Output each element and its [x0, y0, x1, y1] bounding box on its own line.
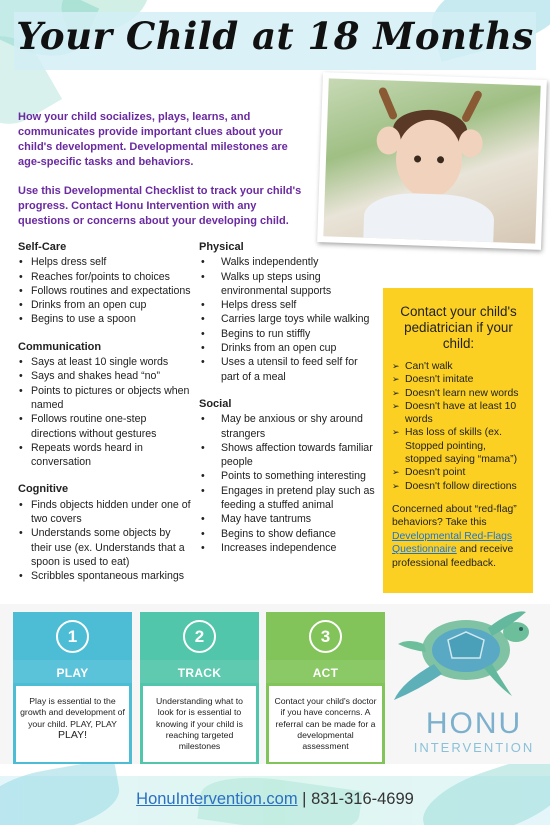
- website-link[interactable]: HonuIntervention.com: [136, 790, 298, 808]
- list-item: • Walks independently: [199, 255, 377, 269]
- step-description: [143, 686, 256, 762]
- red-flag-list: [392, 360, 525, 493]
- page-title: Your Child at 18 Months: [16, 14, 534, 58]
- step-text: Understanding what to look for is essential to knowing if your child is reaching targeted milestones: [156, 696, 243, 752]
- list-item: • Scribbles spontaneous markings: [18, 569, 194, 583]
- step-number: 3: [309, 620, 342, 653]
- step-number: 1: [56, 620, 89, 653]
- step-text-emphasis: PLAY!: [58, 728, 87, 741]
- footer: [0, 776, 550, 825]
- communication-list: [18, 355, 194, 469]
- list-item: • Walks up steps using environmental supports: [199, 270, 377, 299]
- checklist-middle-column: [199, 240, 377, 555]
- section-title-physical: Physical: [199, 241, 244, 253]
- checklist-left-column: [18, 240, 194, 584]
- callout-note: [392, 503, 525, 570]
- cognitive-list: [18, 498, 194, 584]
- list-item: • Drinks from an open cup: [18, 298, 194, 312]
- list-item: • Says and shakes head “no”: [18, 369, 194, 383]
- section-title-cognitive: Cognitive: [18, 483, 69, 496]
- list-item: ➢ Doesn't imitate: [392, 373, 525, 386]
- child-photo: [317, 72, 547, 250]
- step-number: 2: [183, 620, 216, 653]
- step-card-play: [13, 612, 132, 764]
- step-label: PLAY: [56, 666, 89, 680]
- step-text: Contact your child's doctor if you have concerns. A referral can be made for a developmental assessment: [274, 696, 377, 752]
- step-text: Play is essential to the growth and development of your child. PLAY, PLAY: [20, 696, 125, 729]
- list-item: • May be anxious or shy around strangers: [199, 412, 377, 441]
- physical-list: [199, 255, 377, 384]
- callout-note-end: and receive professional feedback.: [392, 544, 514, 569]
- step-description: [16, 686, 129, 762]
- intro-paragraph-1: How your child socializes, plays, learns, and communicates provide important clues about your child's development. Developmental milestones are age-specific tasks and behaviors.: [18, 111, 288, 168]
- list-item: • May have tantrums: [199, 512, 377, 526]
- list-item: • Engages in pretend play such as feeding a stuffed animal: [199, 484, 377, 513]
- list-item: ➢ Doesn't learn new words: [392, 387, 525, 400]
- intro-paragraph-2: Use this Developmental Checklist to track your child's progress. Contact Honu Intervention with any questions or concerns about your developing child.: [18, 185, 302, 227]
- list-item: • Increases independence: [199, 541, 377, 555]
- list-item: ➢ Doesn't follow directions: [392, 480, 525, 493]
- step-label: ACT: [312, 666, 339, 680]
- step-card-track: [140, 612, 259, 764]
- step-description: [269, 686, 382, 762]
- social-list: [199, 412, 377, 555]
- list-item: • Carries large toys while walking: [199, 312, 377, 326]
- pediatrician-callout: [383, 288, 533, 593]
- list-item: • Begins to show defiance: [199, 527, 377, 541]
- list-item: • Follows routine one-step directions without gestures: [18, 412, 194, 441]
- list-item: • Uses a utensil to feed self for part of a meal: [199, 355, 377, 384]
- list-item: • Reaches for/points to choices: [18, 270, 194, 284]
- list-item: • Points to pictures or objects when named: [18, 384, 194, 413]
- list-item: ➢ Doesn't point: [392, 466, 525, 479]
- list-item: • Begins to use a spoon: [18, 312, 194, 326]
- questionnaire-link[interactable]: Developmental Red-Flags Questionnaire: [392, 530, 513, 556]
- list-item: ➢ Doesn't have at least 10 words: [392, 400, 525, 427]
- honu-logo-subtitle: INTERVENTION: [413, 740, 535, 755]
- list-item: • Says at least 10 single words: [18, 355, 194, 369]
- step-label: TRACK: [177, 666, 222, 680]
- footer-contact: [0, 790, 550, 809]
- honu-logo-wordmark: HONU: [425, 707, 523, 740]
- list-item: • Understands some objects by their use (ex. Understands that a spoon is used to eat): [18, 526, 194, 569]
- list-item: • Shows affection towards familiar people: [199, 441, 377, 470]
- list-item: ➢ Can't walk: [392, 360, 525, 373]
- list-item: • Helps dress self: [18, 255, 194, 269]
- callout-title: Contact your child's pediatrician if your child:: [400, 304, 517, 351]
- list-item: ➢ Has loss of skills (ex. Stopped pointing, stopped saying “mama”): [392, 426, 525, 466]
- list-item: • Finds objects hidden under one of two covers: [18, 498, 194, 527]
- section-title-communication: Communication: [18, 340, 102, 353]
- section-title-social: Social: [199, 397, 232, 410]
- list-item: • Begins to run stiffly: [199, 327, 377, 341]
- step-card-act: [266, 612, 385, 764]
- footer-separator: |: [297, 790, 312, 808]
- callout-note-text: Concerned about “red-flag” behaviors? Take this: [392, 503, 517, 529]
- list-item: • Points to something interesting: [199, 469, 377, 483]
- phone-number: 831-316-4699: [311, 790, 414, 808]
- list-item: • Follows routines and expectations: [18, 284, 194, 298]
- list-item: • Drinks from an open cup: [199, 341, 377, 355]
- list-item: • Helps dress self: [199, 298, 377, 312]
- self-care-list: [18, 255, 194, 326]
- list-item: • Repeats words heard in conversation: [18, 441, 194, 470]
- intro-text: [18, 110, 308, 229]
- section-title-self-care: Self-Care: [18, 241, 67, 253]
